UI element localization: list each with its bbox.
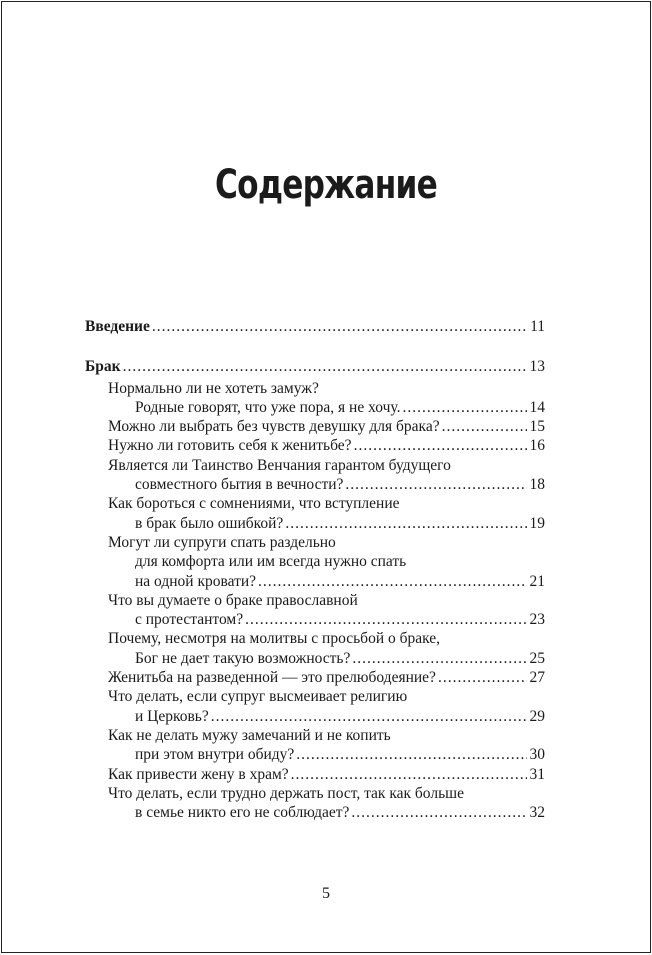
toc-entry: [85, 668, 545, 687]
toc-entry-continuation: [85, 610, 545, 629]
toc-entry-text: Могут ли супруги спать раздельно: [108, 533, 336, 551]
toc-entry-text: Является ли Таинство Венчания гарантом будущего: [108, 456, 451, 474]
toc-entry: [85, 456, 545, 475]
toc-entry: [85, 629, 545, 648]
dot-leader: [123, 357, 527, 376]
dot-leader: [438, 668, 527, 687]
toc-page-number: 11: [530, 318, 545, 335]
toc-entry-continuation: [85, 475, 545, 494]
toc-entry-continuation: [85, 649, 545, 668]
toc-entry: [85, 417, 545, 436]
dot-leader: [211, 707, 527, 726]
toc-page-number: 15: [529, 418, 545, 436]
dot-leader: [245, 610, 527, 629]
toc-entry-text: Что делать, если супруг высмеивает религию: [108, 688, 408, 706]
page-title: Содержание: [215, 161, 437, 208]
toc-entry: [85, 784, 545, 803]
toc-entry: [85, 379, 545, 398]
toc-entry-text: и Церковь?: [135, 707, 209, 725]
toc-entry-text: Как привести жену в храм?: [108, 765, 289, 783]
dot-leader: [402, 398, 527, 417]
toc-entry-text: с протестантом?: [135, 611, 244, 629]
toc-entry-continuation: [85, 572, 545, 591]
toc-page-number: 23: [529, 611, 545, 629]
toc-entry-text: для комфорта или им всегда нужно спать: [135, 553, 407, 571]
toc-entry-continuation: [85, 707, 545, 726]
dot-leader: [258, 572, 527, 591]
toc-entry: [85, 436, 545, 455]
toc-page-number: 19: [529, 514, 545, 532]
toc-entry-continuation: [85, 552, 545, 571]
toc-entry-text: при этом внутри обиду?: [135, 746, 295, 764]
toc-entry-text: Что делать, если трудно держать пост, так как больше: [108, 784, 464, 802]
toc-entry-text: Нормально ли не хотеть замуж?: [108, 379, 319, 397]
toc-entry-text: Можно ли выбрать без чувств девушку для брака?: [108, 418, 440, 436]
toc-entry-continuation: [85, 803, 545, 822]
toc-entry-continuation: [85, 745, 545, 764]
toc-entry-text: в брак было ошибкой?: [135, 514, 284, 532]
toc-entry: [85, 591, 545, 610]
toc-page-number: 27: [529, 669, 545, 687]
dot-leader: [285, 514, 527, 533]
toc-page-number: 14: [529, 398, 545, 416]
toc-page-number: 16: [529, 437, 545, 455]
toc-entry-text: Нужно ли готовить себя к женитьбе?: [108, 437, 352, 455]
toc-entry-text: в семье никто его не соблюдает?: [135, 804, 350, 822]
toc-entry-continuation: [85, 514, 545, 533]
dot-leader: [354, 436, 527, 455]
toc-entry: [85, 533, 545, 552]
dot-leader: [291, 765, 527, 784]
toc-page-number: 30: [529, 746, 545, 764]
toc-page-number: 32: [529, 804, 545, 822]
toc-page-number: 18: [529, 476, 545, 494]
toc-entry-text: Родные говорят, что уже пора, я не хочу.: [135, 398, 401, 416]
toc-entry: [85, 317, 545, 336]
toc-entry-text: Введение: [85, 318, 150, 335]
toc-entry-continuation: [85, 398, 545, 417]
toc-entry-text: Что вы думаете о браке православной: [108, 591, 358, 609]
toc-entry: [85, 494, 545, 513]
dot-leader: [296, 745, 527, 764]
toc-entry-text: Как не делать мужу замечаний и не копить: [108, 726, 391, 744]
toc-entry-text: совместного бытия в вечности?: [135, 476, 344, 494]
table-of-contents: [85, 317, 545, 822]
toc-page-number: 25: [529, 649, 545, 667]
toc-entry: [85, 687, 545, 706]
dot-leader: [152, 317, 527, 336]
toc-entry-text: на одной кровати?: [135, 572, 257, 590]
dot-leader: [442, 417, 527, 436]
dot-leader: [345, 475, 527, 494]
toc-page-number: 13: [529, 358, 545, 376]
toc-page-number: 29: [529, 707, 545, 725]
toc-entry-text: Брак: [85, 358, 121, 376]
toc-page-number: 31: [529, 765, 545, 783]
toc-entry-text: Бог не дает такую возможность?: [135, 649, 351, 667]
dot-leader: [351, 803, 527, 822]
toc-entry-text: Почему, несмотря на молитвы с просьбой о браке,: [108, 630, 441, 648]
toc-entry-text: Как бороться с сомнениями, что вступление: [108, 495, 400, 513]
toc-entry: [85, 726, 545, 745]
toc-entry-text: Женитьба на разведенной — это прелюбодеяние?: [108, 669, 436, 687]
dot-leader: [352, 649, 527, 668]
toc-entry: [85, 765, 545, 784]
toc-page-number: 21: [529, 572, 545, 590]
page-number: 5: [322, 885, 330, 902]
toc-entry: [85, 357, 545, 376]
book-page: [1, 1, 651, 953]
